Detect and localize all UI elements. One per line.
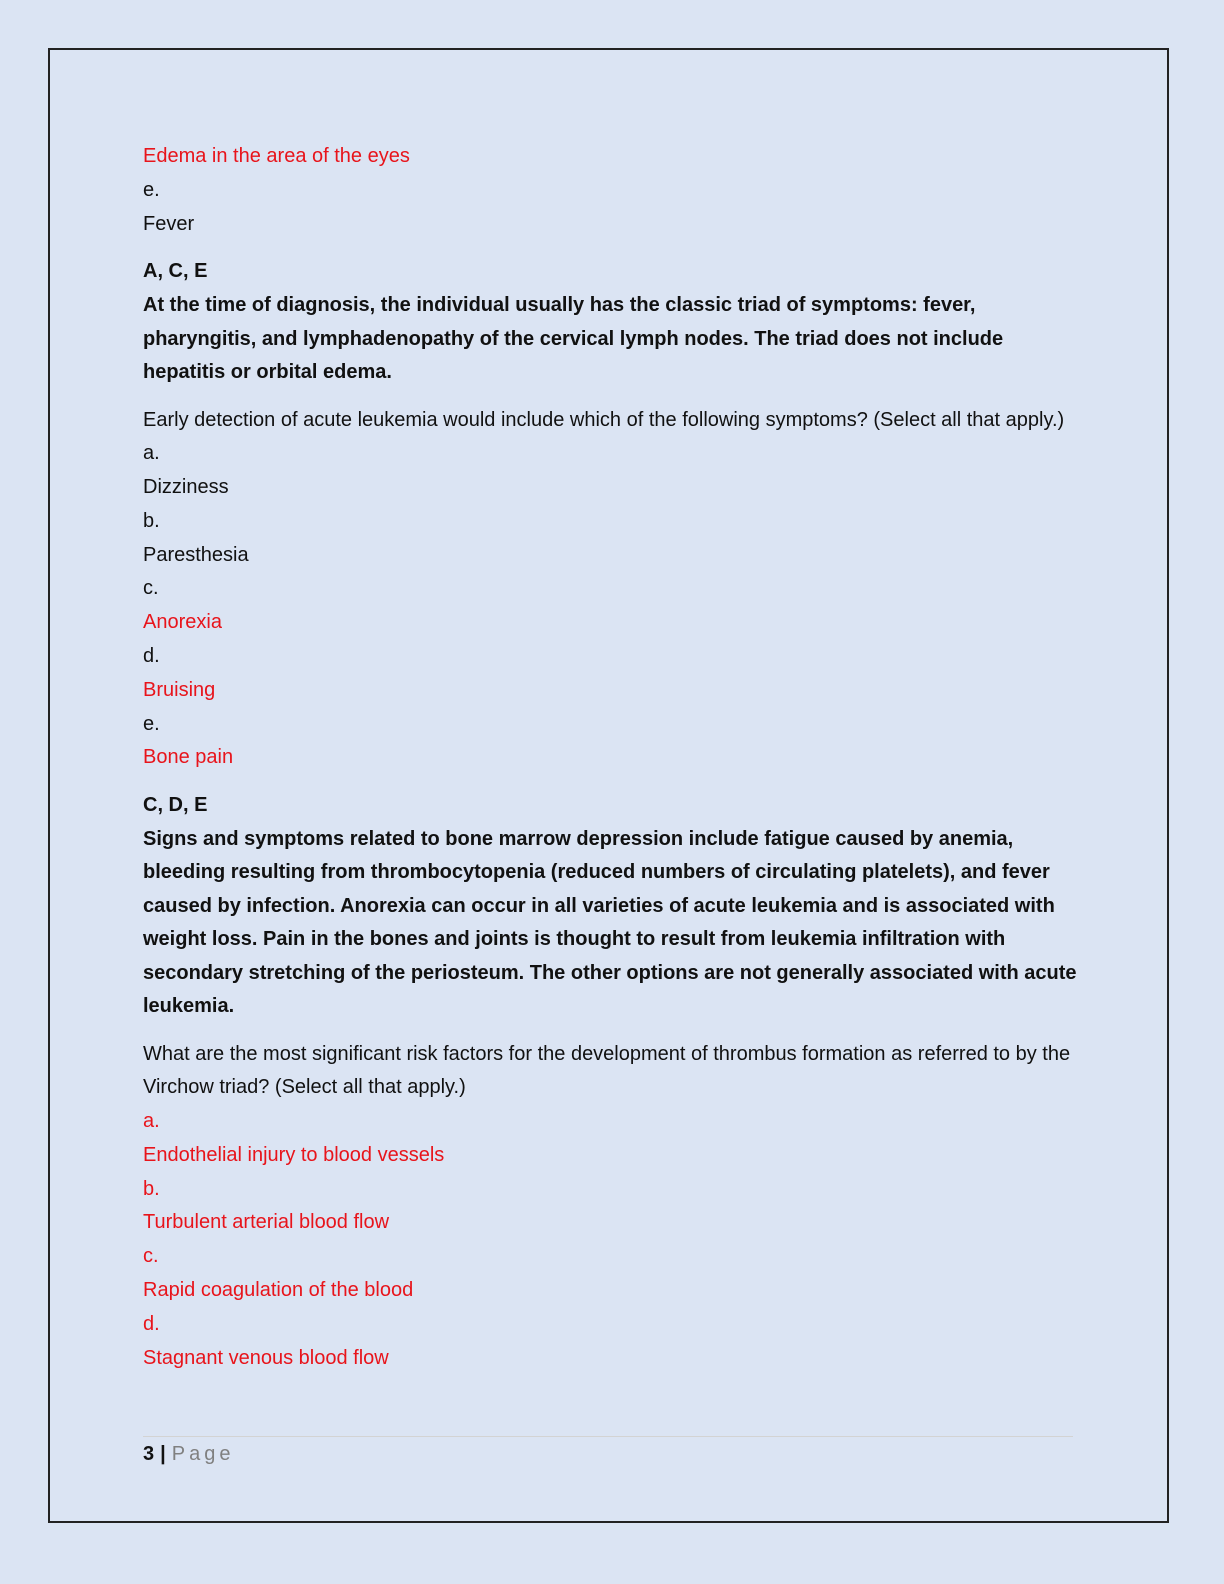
option-letter: d. [143,1312,160,1335]
option-text: Anorexia [143,611,222,634]
option-letter: a. [143,1109,160,1132]
rationale: Signs and symptoms related to bone marrow depression include fatigue caused by anemia, bleeding resulting from thrombocytopenia (reduced numbers of circulating platelets), and fever caused by infection. Anorexia can occur in all varieties of acute leukemia and is associated with weight loss. Pain in the bones and joints is thought to result from leukemia infiltration with secondary stretching of the periosteum. The other options are not generally associated with acute leukemia. [143,827,1077,1018]
option-text: Turbulent arterial blood flow [143,1211,390,1234]
question-stem: Early detection of acute leukemia would include which of the following symptoms? (Select all that apply.) [143,408,1065,431]
page-number: 3 [143,1443,155,1465]
option-letter: b. [143,1177,160,1200]
option-text: Bruising [143,678,216,701]
document-body [143,140,1078,1375]
option-text: Rapid coagulation of the blood [143,1278,414,1301]
option-text: Paresthesia [143,543,249,566]
option-text: Edema in the area of the eyes [143,145,410,167]
option-text: Endothelial injury to blood vessels [143,1143,445,1166]
option-letter: a. [143,442,160,465]
option-letter: d. [143,644,160,667]
rationale: At the time of diagnosis, the individual usually has the classic triad of symptoms: fever, pharyngitis, and lymphadenopathy of the cervical lymph nodes. The triad does not include hepatitis or orbital edema. [143,294,1004,384]
question-stem: What are the most significant risk factors for the development of thrombus formation as referred to by the Virchow triad? (Select all that apply.) [143,1042,1071,1099]
footer-separator: | [160,1443,166,1465]
option-letter: b. [143,509,160,532]
option-text: Dizziness [143,475,229,498]
option-letter: e. [143,178,160,201]
option-text: Stagnant venous blood flow [143,1346,389,1369]
option-letter: c. [143,1245,159,1268]
answer-key: A, C, E [143,260,208,283]
option-text: Fever [143,212,195,235]
footer-divider [143,1436,1073,1437]
option-text: Bone pain [143,746,234,769]
option-letter: c. [143,577,159,600]
answer-key: C, D, E [143,794,208,817]
option-letter: e. [143,712,160,735]
page-label: Page [171,1443,235,1465]
page-footer [143,1440,234,1468]
